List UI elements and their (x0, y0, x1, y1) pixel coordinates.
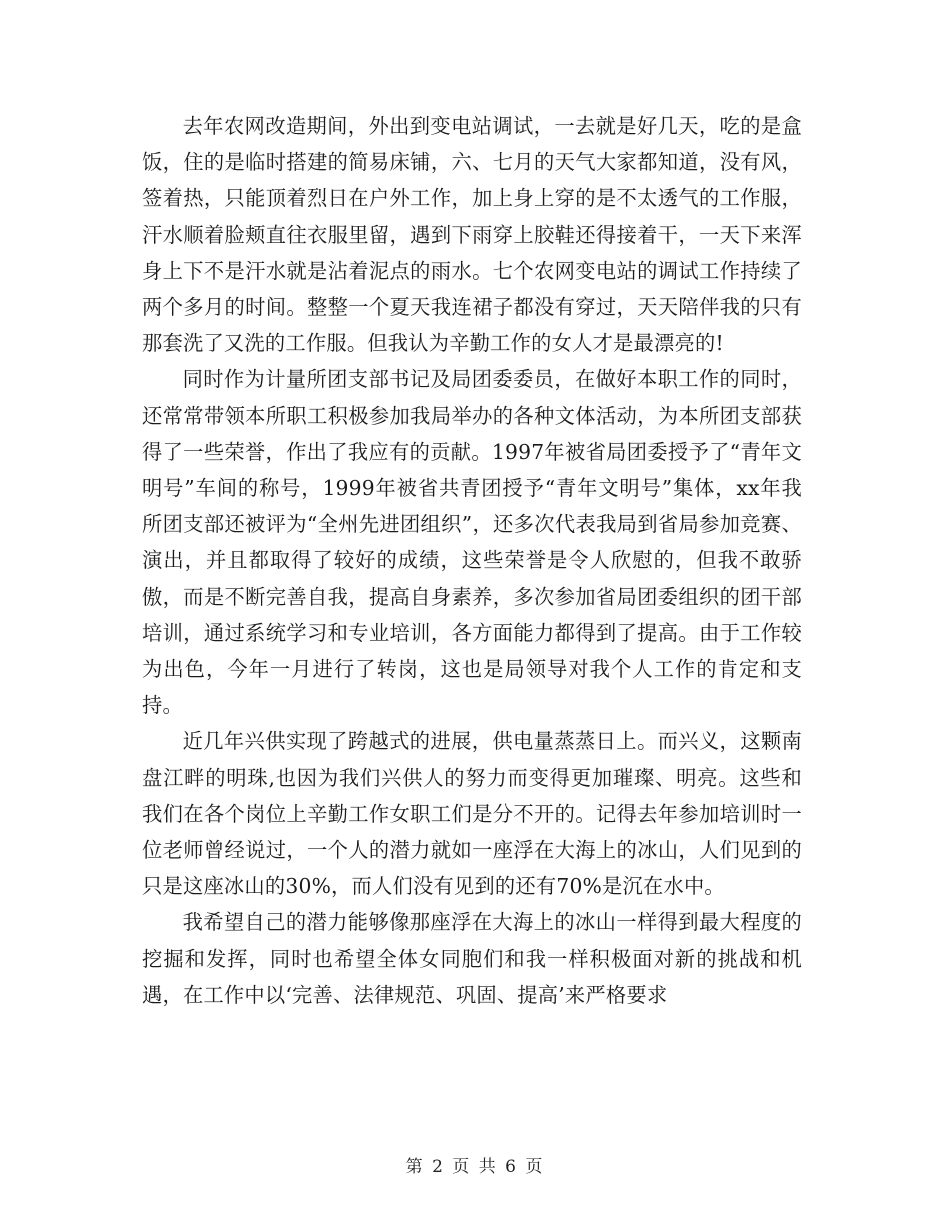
paragraph-1: 去年农网改造期间，外出到变电站调试，一去就是好几天，吃的是盒饭，住的是临时搭建的简易床铺，六、七月的天气大家都知道，没有风，签着热，只能顶着烈日在户外工作，加上身上穿的是不太透气的工作服，汗水顺着脸颊直往衣服里留，遇到下雨穿上胶鞋还得接着干，一天下来浑身上下不是汗水就是沾着泥点的雨水。七个农网变电站的调试工作持续了两个多月的时间。整整一个夏天我连裙子都没有穿过，天天陪伴我的只有那套洗了又洗的工作服。但我认为辛勤工作的女人才是最漂亮的! (142, 114, 802, 356)
paragraph-2: 同时作为计量所团支部书记及局团委委员，在做好本职工作的同时，还常常带领本所职工积极参加我局举办的各种文体活动，为本所团支部获得了一些荣誉，作出了我应有的贡献。1997年被省局团委授予了“青年文明号”车间的称号，1999年被省共青团授予“青年文明号”集体，xx年我所团支部还被评为“全州先进团组织”，还多次代表我局到省局参加竞赛、演出，并且都取得了较好的成绩，这些荣誉是令人欣慰的，但我不敢骄傲，而是不断完善自我，提高自身素养，多次参加省局团委组织的团干部培训，通过系统学习和专业培训，各方面能力都得到了提高。由于工作较为出色，今年一月进行了转岗，这也是局领导对我个人工作的肯定和支持。 (142, 367, 802, 718)
paragraph-4: 我希望自己的潜力能够像那座浮在大海上的冰山一样得到最大程度的挖掘和发挥，同时也希望全体女同胞们和我一样积极面对新的挑战和机遇，在工作中以‘完善、法律规范、巩固、提高’来严格要求 (142, 910, 802, 1007)
body-text (142, 108, 802, 1013)
paragraph-3: 近几年兴供实现了跨越式的进展，供电量蒸蒸日上。而兴义，这颗南盘江畔的明珠,也因为我们兴供人的努力而变得更加璀璨、明亮。这些和我们在各个岗位上辛勤工作女职工们是分不开的。记得去年参加培训时一位老师曾经说过，一个人的潜力就如一座浮在大海上的冰山，人们见到的只是这座冰山的30%，而人们没有见到的还有70%是沉在水中。 (142, 729, 802, 899)
page-footer: 第 2 页 共 6 页 (405, 1157, 545, 1177)
